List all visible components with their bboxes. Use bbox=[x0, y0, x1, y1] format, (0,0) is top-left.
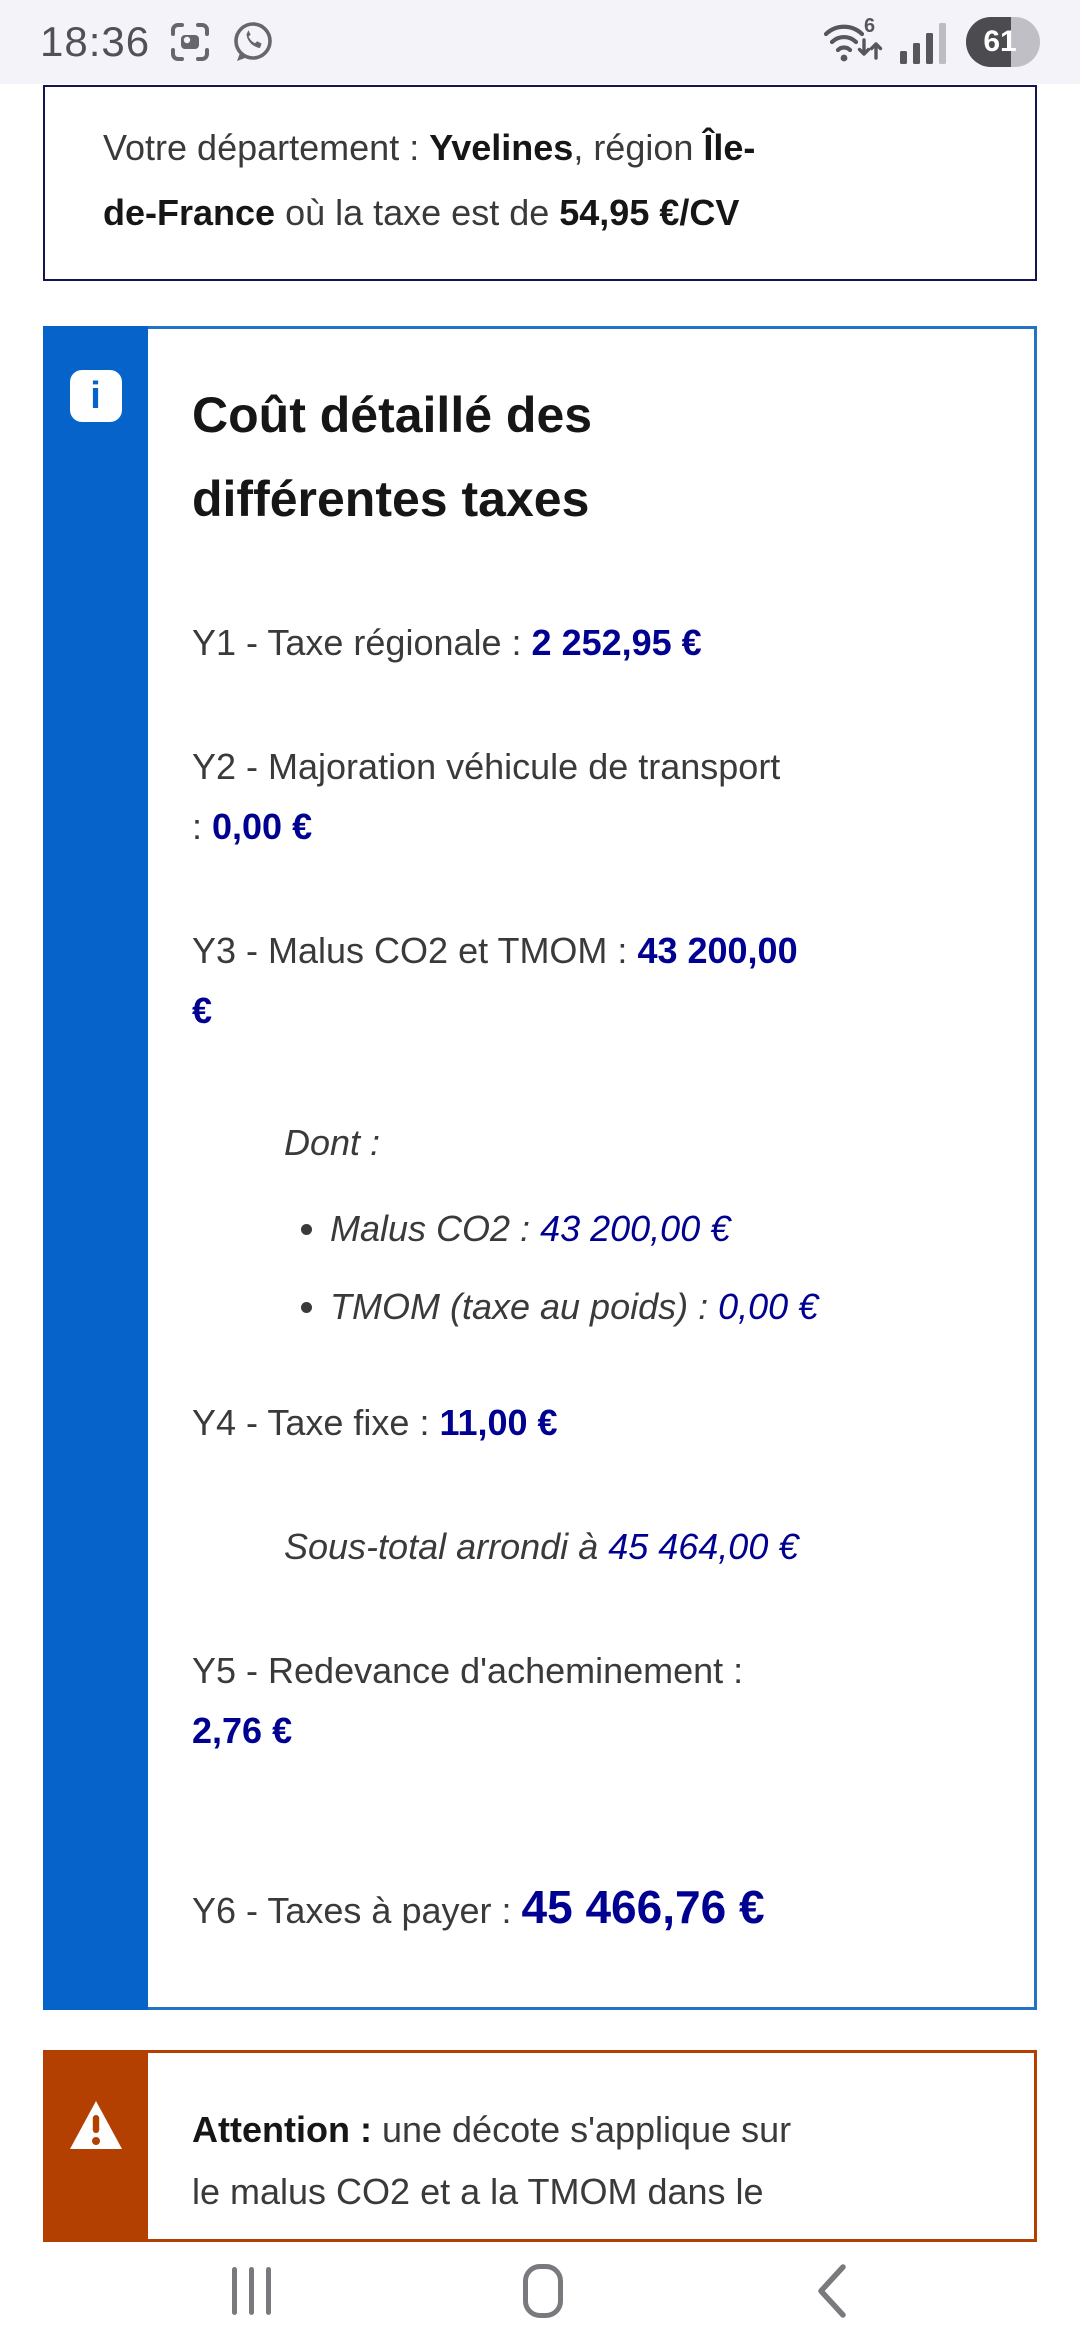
y4-label: Y4 - Taxe fixe : bbox=[192, 1402, 440, 1443]
y3-value: 43 200,00 bbox=[637, 930, 798, 971]
warning-text-line2: le malus CO2 et a la TMOM dans le bbox=[192, 2171, 764, 2212]
cost-detail-content bbox=[148, 326, 1037, 2010]
y1-value: 2 252,95 € bbox=[531, 622, 702, 663]
warning-emphasis: Attention : bbox=[192, 2109, 372, 2150]
subtotal-line bbox=[284, 1517, 978, 1577]
dept-prefix: Votre département : bbox=[103, 127, 430, 168]
department-name: Yvelines bbox=[429, 127, 574, 168]
list-item-tmom bbox=[330, 1277, 978, 1337]
malus-co2-label: Malus CO2 : bbox=[330, 1208, 541, 1249]
y3-label: Y3 - Malus CO2 et TMOM : bbox=[192, 930, 638, 971]
tax-line-y3 bbox=[192, 921, 978, 1041]
warning-triangle-icon bbox=[67, 2098, 125, 2154]
subtotal-value: 45 464,00 € bbox=[608, 1526, 799, 1567]
tmom-label: TMOM (taxe au poids) : bbox=[330, 1286, 719, 1327]
back-button[interactable] bbox=[815, 2262, 849, 2320]
cost-detail-title: Coût détaillé des différentes taxes bbox=[192, 387, 593, 527]
malus-co2-value: 43 200,00 € bbox=[540, 1208, 731, 1249]
recents-button[interactable] bbox=[232, 2267, 271, 2315]
y2-label: Y2 - Majoration véhicule de transport bbox=[192, 746, 781, 787]
back-icon bbox=[815, 2262, 849, 2320]
tax-line-y5 bbox=[192, 1641, 978, 1761]
cost-detail-callout bbox=[43, 326, 1037, 2010]
dept-suffix: où la taxe est de bbox=[275, 192, 560, 233]
battery-percent: 61 bbox=[983, 25, 1017, 58]
breakdown-label: Dont : bbox=[284, 1122, 381, 1163]
tmom-value: 0,00 € bbox=[718, 1286, 819, 1327]
clock: 18:36 bbox=[40, 18, 151, 65]
y6-label: Y6 - Taxes à payer : bbox=[192, 1890, 522, 1931]
list-item-malus-co2 bbox=[330, 1199, 978, 1259]
y3-value-currency: € bbox=[192, 990, 213, 1031]
battery-indicator bbox=[966, 17, 1040, 67]
tax-line-y1 bbox=[192, 613, 978, 673]
home-button[interactable] bbox=[523, 2264, 563, 2318]
android-nav-bar bbox=[0, 2242, 1080, 2340]
breakdown-list bbox=[284, 1199, 978, 1337]
status-bar bbox=[0, 0, 1080, 84]
tax-line-y4 bbox=[192, 1393, 978, 1453]
info-callout-bar bbox=[43, 326, 148, 2010]
tax-line-y6-total bbox=[192, 1877, 978, 1941]
y2-colon: : bbox=[192, 806, 213, 847]
tax-line-y2 bbox=[192, 737, 978, 857]
info-icon bbox=[70, 370, 122, 422]
warning-content bbox=[148, 2050, 1037, 2242]
tax-rate-per-cv: 54,95 €/CV bbox=[559, 192, 740, 233]
home-icon bbox=[523, 2264, 563, 2318]
warning-callout-bar bbox=[43, 2050, 148, 2242]
signal-bars-icon bbox=[898, 17, 952, 67]
warning-callout bbox=[43, 2050, 1037, 2242]
region-name-part1: Île- bbox=[703, 127, 756, 168]
y6-total-value: 45 466,76 € bbox=[521, 1881, 765, 1933]
y5-label: Y5 - Redevance d'acheminement : bbox=[192, 1650, 744, 1691]
y5-value: 2,76 € bbox=[192, 1710, 293, 1751]
y2-value: 0,00 € bbox=[212, 806, 313, 847]
warning-text bbox=[192, 2099, 990, 2223]
region-name-part2: de-France bbox=[103, 192, 276, 233]
y3-breakdown-group bbox=[284, 1113, 978, 1337]
warning-text-line1: une décote s'applique sur bbox=[371, 2109, 792, 2150]
y1-label: Y1 - Taxe régionale : bbox=[192, 622, 532, 663]
y4-value: 11,00 € bbox=[439, 1402, 558, 1443]
dept-separator: , région bbox=[573, 127, 704, 168]
info-icon-glyph: i bbox=[90, 374, 101, 417]
department-summary-box bbox=[43, 85, 1037, 281]
status-left bbox=[40, 18, 276, 66]
status-right bbox=[820, 14, 1040, 70]
whatsapp-icon bbox=[230, 19, 276, 65]
department-summary-text bbox=[103, 115, 977, 245]
wifi-generation-label: 6 bbox=[864, 15, 876, 37]
wifi6-icon bbox=[820, 14, 884, 70]
screenshot-icon bbox=[168, 20, 212, 64]
subtotal-label: Sous-total arrondi à bbox=[284, 1526, 609, 1567]
recents-icon bbox=[232, 2267, 271, 2315]
